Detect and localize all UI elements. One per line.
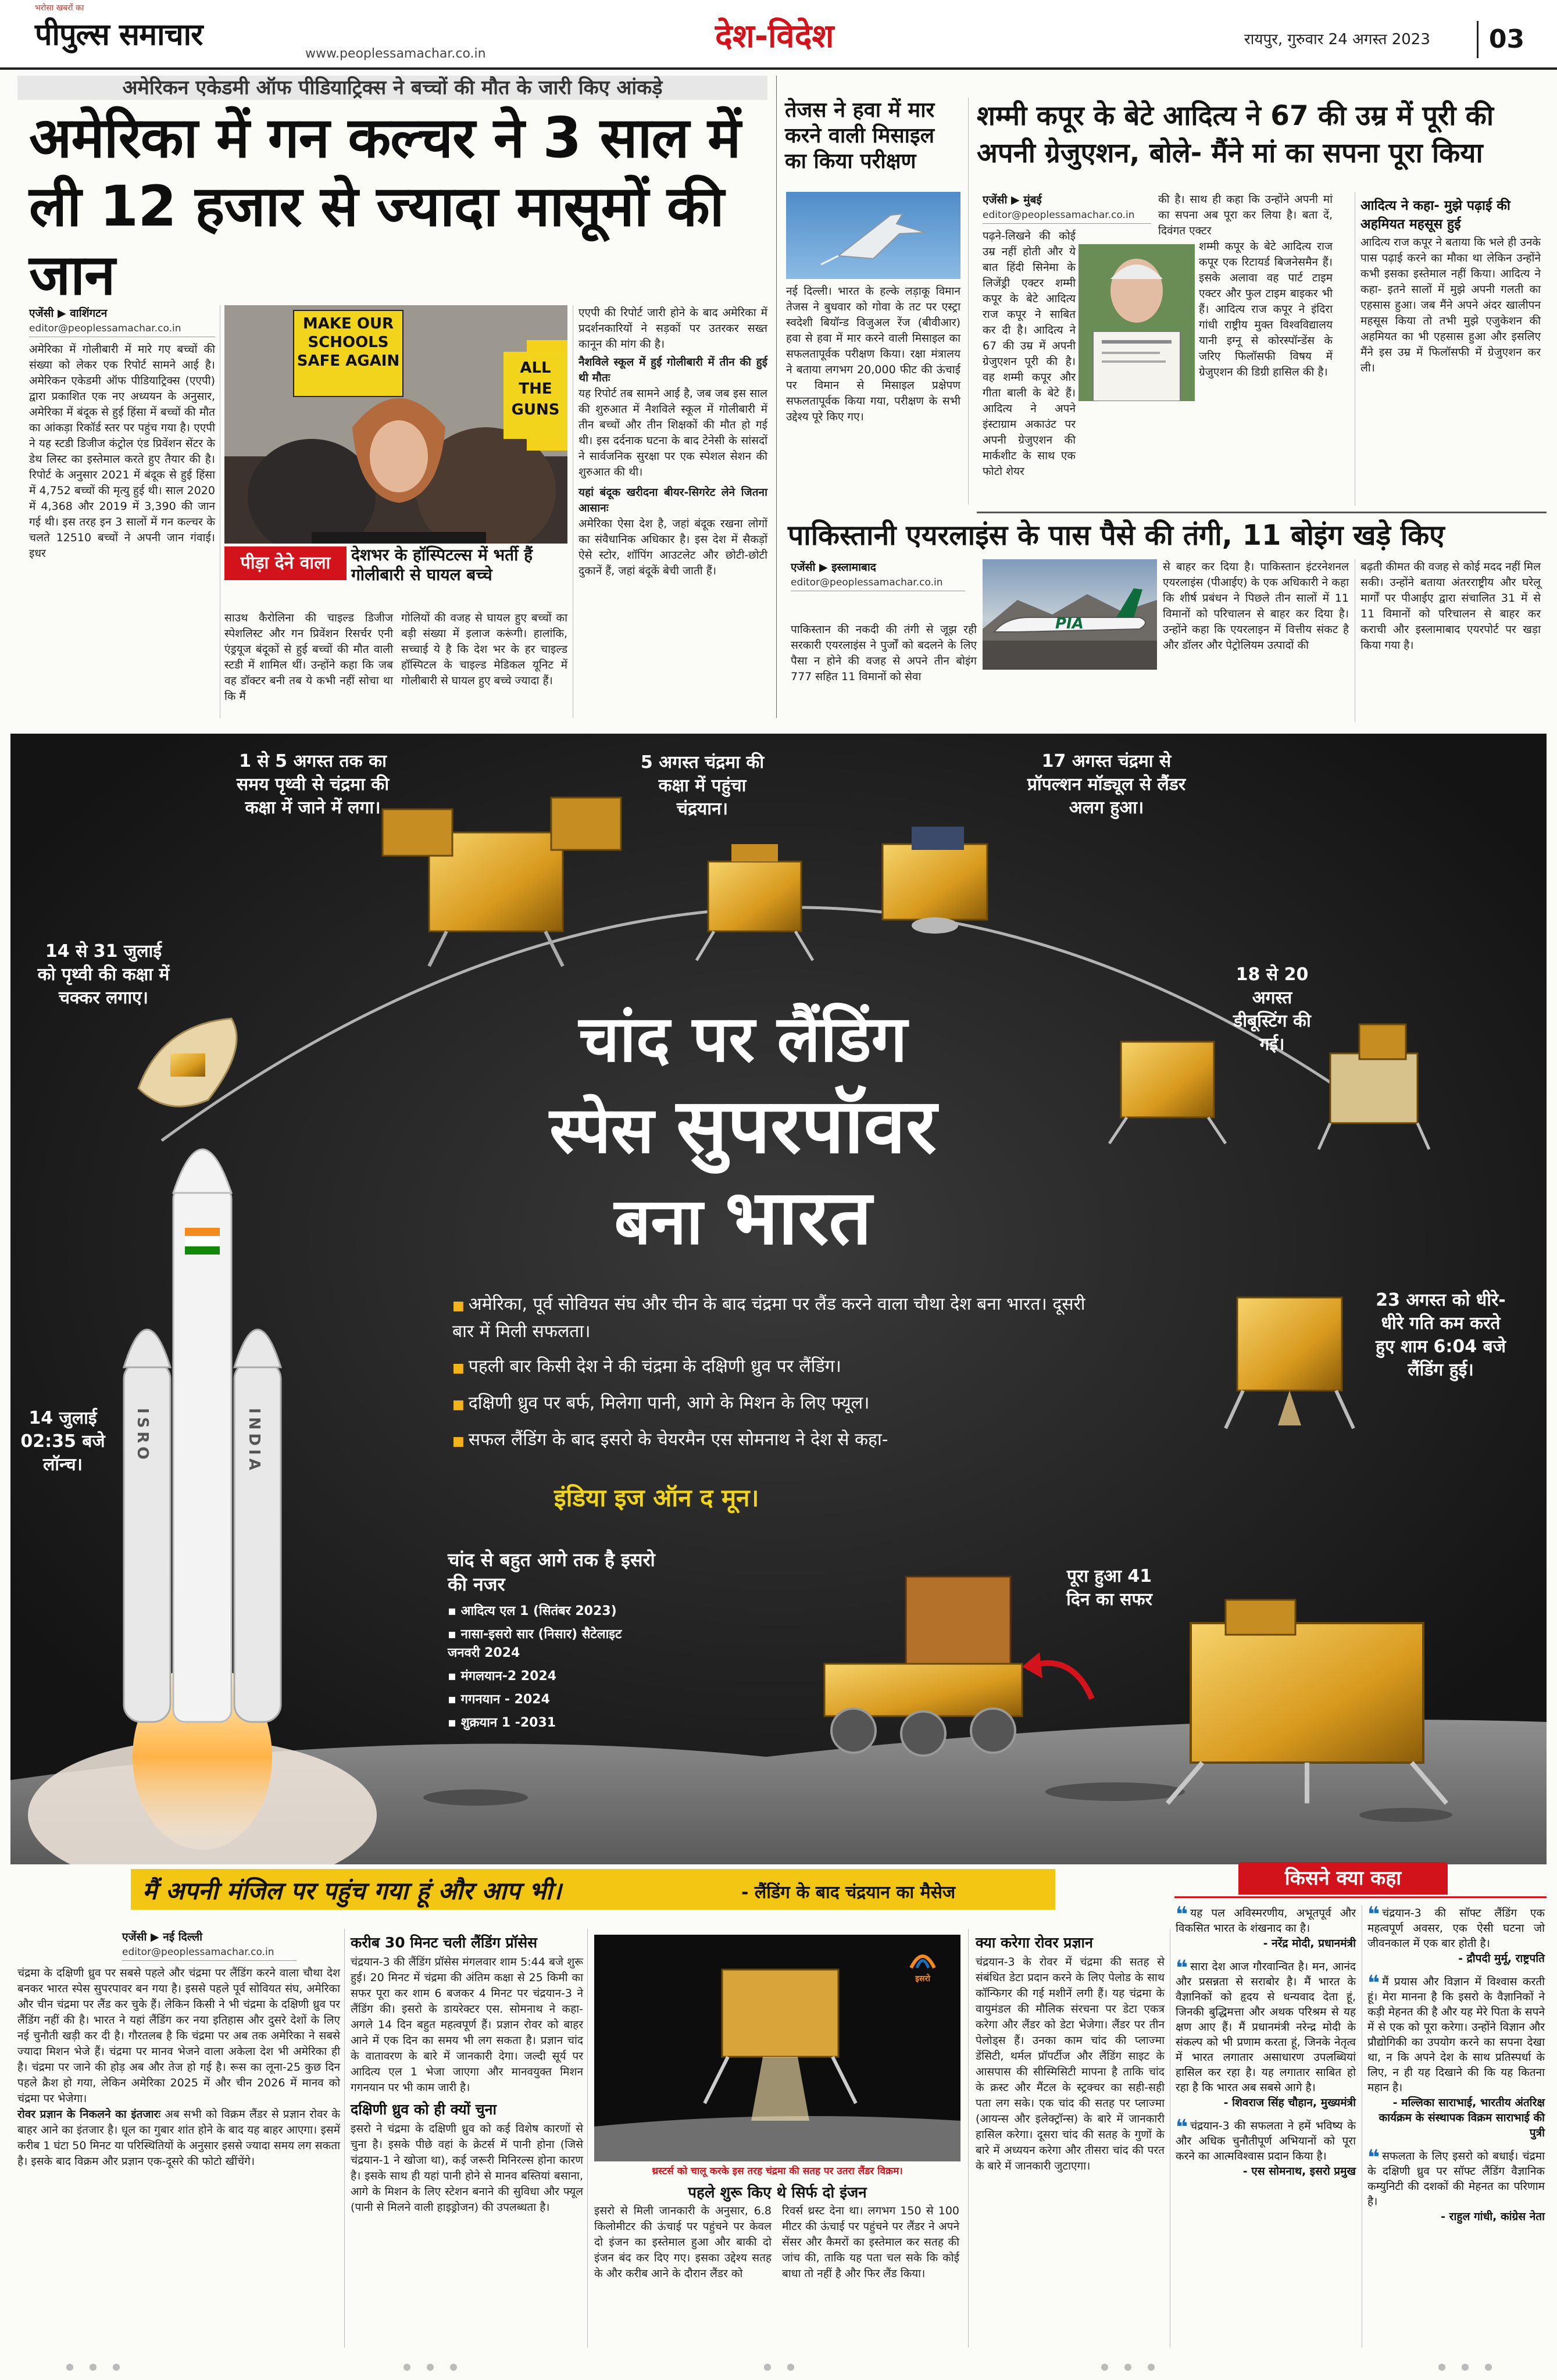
aditya-email[interactable]: editor@peoplessamachar.co.in <box>983 209 1151 224</box>
masthead <box>0 0 1557 70</box>
pia-photo <box>983 559 1157 670</box>
landing-col-2 <box>351 1929 583 2215</box>
quote-icon: ❝ <box>1176 1956 1188 1980</box>
milestone-separation: 17 अगस्त चंद्रमा से प्रॉपल्शन मॉड्यूल से लैंडर अलग हुआ। <box>1027 751 1186 818</box>
milestone-earth-orbit: 14 से 31 जुलाई को पृथ्वी की कक्षा में चक्कर लगाए। <box>37 941 170 1008</box>
graphic-title-line-2 <box>359 1082 1127 1174</box>
aditya-headline-line-2: अपनी ग्रेजुएशन, बोले- मैंने मां का सपना पूरा किया <box>977 137 1483 169</box>
pia-email[interactable]: editor@peoplessamachar.co.in <box>791 577 965 591</box>
graphic-title-superpower: सुपरपॉवर <box>676 1082 937 1170</box>
reaction-rahul <box>1367 2146 1545 2224</box>
landing-process-body: चंद्रयान-3 की लैंडिंग प्रॉसेस मंगलवार शाम 5:44 बजे शुरू हुई। 20 मिनट में चंद्रमा की अंतिम कक्षा से 25 किमी का सफर पूरा कर शाम 6 बजकर 4 मिनट पर चंद्रयान-3 ने लैंडिंग की। इसरो के डायरेक्टर एस. सोमनाथ ने कहा- अगले 14 दिन बहुत महत्वपूर्ण हैं। प्रज्ञान रोवर को बाहर आने में एक दिन का समय भी लग सकता है। प्रज्ञान चांद के वातावरण के बारे में जानकारी देगा। जल्दी सूर्य पर आदित्य एल 1 भेजा जाएगा और मानवयुक्त मिशन गगनयान पर भी काम जारी है। <box>351 1956 583 2094</box>
pia-col-1 <box>791 559 965 596</box>
page-number: 03 <box>1477 21 1535 58</box>
future-mission-2-text: नासा-इसरो सार (निसार) सैटेलाइट जनवरी 2024 <box>448 1627 622 1660</box>
landing-rover-subhead: रोवर प्रज्ञान के निकलने का इंतजारः <box>17 2108 161 2121</box>
future-mission-4: ▪ गगनयान - 2024 <box>448 1692 550 1707</box>
landing-body-col1: चंद्रमा के दक्षिणी ध्रुव पर सबसे पहले और चंद्रमा पर लैंडिंग करने वाला चौथा देश बनकर भारत स्पेस सुपरपावर बन गया है। इससे पहले पूर्व सोवियत संघ, अमेरिका और चीन चंद्रमा पर लैंड कर चुके हैं। लेकिन किसी ने भी चंद्रमा के दक्षिणी ध्रुव पर लैंडिंग नहीं की है। भारत ने यहां लैंडिंग कर नया इतिहास और दुसरे देशों के लिए नई चुनौती खड़ी कर दी है। गौरतलब है कि चंद्रमा पर अब तक अमेरिका ने सबसे ज्यादा मिशन भेजे हैं। चंद्रमा पर मानव भेजने वाला अकेला देश भी अमेरिका ही है। चंद्रमा पर जाने की होड़ अब और तेज हो गई है। रूस का लूना-25 कुछ दिन पहले क्रैश हो गया, लेकिन अमेरिका 2025 में और चीन 2026 में मानव को चंद्रमा पर भेजेगा। <box>17 1967 340 2105</box>
pia-headline: पाकिस्तानी एयरलाइंस के पास पैसे की तंगी, 11 बोइंग खड़े किए <box>788 519 1445 552</box>
story-divider <box>977 512 1547 513</box>
milestone-deboost: 18 से 20 अगस्त डीबूस्टिंग की गई। <box>1233 964 1311 1055</box>
reaction-shivraj-text: सारा देश आज गौरवान्वित है। मन, आनंद और प्रसन्नता से सराबोर है। मैं भारत के वैज्ञानिकों को हृदय से धन्यवाद देता हूं, जिनकी बुद्धिमत्ता और अथक परिश्रम से यह क्षण आए हैं। मैं प्रधानमंत्री नरेन्द्र मोदी के संकल्प को भी प्रणाम करता हूं, जिनके नेतृत्व में भारत लगातार असाधारण उपलब्धियां हासिल कर रहा है। यह लगातार साबित हो रहा है कि भारत अब सबसे आगे है। <box>1176 1960 1356 2094</box>
column-rule <box>344 1929 345 2347</box>
isro-logo <box>897 1942 949 1984</box>
aditya-body-col2-top: की है। साथ ही कहा कि उन्होंने अपनी मां का सपना अब पूरा कर लिया है। बता दें, दिवंगत एक्टर <box>1158 193 1333 237</box>
rover-body: चंद्रयान-3 के रोवर में चंद्रमा की सतह से संबंधित डेटा प्रदान करने के लिए पेलोड के साथ कॉन्फिगर की गई मशीनें लगी हैं। यह चंद्रमा के वायुमंडल की मौलिक संरचना पर डेटा एकत्र करेगा और लैंडर को डेटा भेजेगा। लैंडर पर तीन पेलोड्स हैं। उनका काम चांद की प्लाज्मा डेंसिटी, थर्मल प्रॉपर्टीज और लैंडिंग साइट के आसपास की सीस्मिसिटी मापना है ताकि चांद के क्रस्ट और मैंटल के स्ट्रक्चर का सही-सही पता लग सके। एक चांद की सतह पर प्लाज्मा (आयन्स और इलेक्ट्रॉन्स) के बारे में जानकारी हासिल करेगा। दूसरा चांद की सतह के गुणों के बारे में अध्ययन करेगा और तीसरा चांद की परत के बारे में जानकारी जुटाएगा। <box>976 1956 1165 2172</box>
gun-headline-line-1: अमेरिका में गन कल्चर ने 3 साल में <box>29 105 741 170</box>
landing-byline: एजेंसी ▶ नई दिल्ली <box>122 1931 203 1943</box>
chandrayaan-message-banner <box>131 1869 1055 1910</box>
box-col-2 <box>401 610 567 689</box>
reaction-murmu-by: - द्रौपदी मुर्मू, राष्ट्रपति <box>1458 1952 1545 1965</box>
box-col-1 <box>224 610 393 705</box>
isro-logo-text: इसरो <box>915 1974 930 1984</box>
dateline: रायपुर, गुरुवार 24 अगस्त 2023 <box>1244 31 1430 48</box>
graphic-title-line-3 <box>359 1174 1127 1265</box>
graphic-bullet-3: ■ दक्षिणी ध्रुव पर बर्फ, मिलेगा पानी, आगे के मिशन के लिए फ्यूल। <box>452 1391 1104 1418</box>
gun-story-headline <box>29 103 773 309</box>
graphic-title-bharat: भारत <box>725 1173 872 1262</box>
gun-body-col1: अमेरिका में गोलीबारी में मारे गए बच्चों की संख्या को लेकर एक रिपोर्ट सामने आई है। अमेरिकन एकेडमी ऑफ पीडियाट्रिक्स (एएपी) द्वारा प्रकाशित एक नए अध्ययन के अनुसार, अमेरिका में बंदूक से हुई हिंसा में बच्चों की मौत का आंकड़ा रिकॉर्ड स्तर पर पहुंच गया है। एएपी ने यह स्टडी डिजीज कंट्रोल एंड प्रिवेंशन सेंटर के डेथ लिस्ट का इस्तेमाल करते हुए तैयार की है। रिपोर्ट के अनुसार 2021 में बंदूक से हुई हिंसा में 4,752 बच्चों की मृत्यु हुई थी। साल 2020 में 4,368 और 2019 में 3,390 की जान गई थी। इस तरह इन 3 सालों में गन कल्चर के चलते 12510 बच्चों ने अपनी जान गंवाई। इधर <box>29 343 215 560</box>
gun-subhead-nashville: नैशविले स्कूल में हुई गोलीबारी में तीन की हुई थी मौतः <box>578 356 767 384</box>
gun-body-col3b: अमेरिका ऐसा देश है, जहां बंदूक रखना लोगों का संवैधानिक अधिकार है। इस देश में सैकड़ों ऐसे स्टोर, शॉपिंग आउटलेट और छोटी-छोटी दुकानें हैं, जहां बंदूकें बेची जाती हैं। <box>578 517 767 577</box>
aditya-subhead: आदित्य ने कहा- मुझे पढ़ाई की अहमियत महसूस हुई <box>1360 198 1510 232</box>
landing-col-1 <box>17 1929 340 2170</box>
graphic-title-bana: बना <box>614 1184 726 1259</box>
rover-head: क्या करेगा रोवर प्रज्ञान <box>976 1934 1093 1951</box>
reactions-right <box>1367 1903 1545 2232</box>
future-mission-3: ▪ मंगलयान-2 2024 <box>448 1669 557 1684</box>
isro-logo-icon <box>905 1942 940 1971</box>
milestone-launch: 14 जुलाई 02:35 बजे लॉन्च। <box>20 1408 105 1475</box>
footer-registration-marks <box>0 2354 1557 2380</box>
graphic-bullet-1: ■ अमेरिका, पूर्व सोवियत संघ और चीन के बाद चंद्रमा पर लैंड करने वाला चौथा देश बना भारत। दूसरी बार में मिली सफलता। <box>452 1292 1104 1345</box>
milestone-landing: 23 अगस्त को धीरे- धीरे गति कम करते हुए शाम 6:04 बजे लैंडिंग हुई। <box>1376 1290 1506 1380</box>
pia-col-3 <box>1360 559 1541 653</box>
reaction-rahul-by: - राहुल गांधी, कांग्रेस नेता <box>1441 2210 1545 2223</box>
pia-col-1-body <box>791 622 977 685</box>
graphic-bullet-4: ■ सफल लैंडिंग के बाद इसरो के चेयरमैन एस सोमनाथ ने देश से कहा- <box>452 1427 1104 1455</box>
reaction-shivraj-by: - शिवराज सिंह चौहान, मुख्यमंत्री <box>1223 2096 1356 2109</box>
protest-sign-schools: MAKE OUR SCHOOLS SAFE AGAIN <box>293 310 403 397</box>
reaction-shivraj <box>1176 1956 1356 2110</box>
logo-tagline: भरोसा खबरों का <box>35 3 84 13</box>
aditya-headline <box>977 98 1547 172</box>
section-title: देश-विदेश <box>715 17 834 55</box>
lander-photo-caption: थ्रस्टर्स को चालू करके इस तरह चंद्रमा की सतह पर उतरा लैंडर विक्रम। <box>652 2165 903 2177</box>
milestone-moon-orbit: 5 अगस्त चंद्रमा की कक्षा में पहुंचा चंद्रयान। <box>640 752 765 819</box>
aditya-col-2 <box>1158 192 1333 380</box>
tejas-jet-illustration <box>786 192 960 279</box>
lander-descent-photo <box>594 1935 960 2161</box>
two-engines-col-a <box>594 2203 772 2282</box>
pia-body-col2: से बाहर कर दिया है। पाकिस्तान इंटरनेशनल एयरलाइंस (पीआईए) के एक अधिकारी ने कहा कि शीर्ष प्रबंधन ने पिछले तीन सालों में 11 विमानों को परिचालन से बाहर कर दिया है। उन्होंने कहा कि एयरलाइन में वित्तीय संकट है और डॉलर और पेट्रोलियम उत्पादों की <box>1163 560 1349 652</box>
pia-body-col3: बढ़ती कीमत की वजह से कोई मदद नहीं मिल सकी। उन्होंने बताया अंतरराष्ट्रीय और घरेलू मार्गों पर पीआईए द्वारा संचालित 31 में से 11 विमानों को परिचालन से बाहर कर कराची और इस्लामाबाद एयरपोर्ट पर खड़ा किया गया है। <box>1360 560 1541 652</box>
south-pole-head: दक्षिणी ध्रुव को ही क्यों चुना <box>351 2101 497 2118</box>
tejas-headline: तेजस ने हवा में मार करने वाली मिसाइल का किया परीक्षण <box>785 98 935 173</box>
aditya-body-col3: आदित्य राज कपूर ने बताया कि भले ही उनके पास पढ़ाई करने का मौका था लेकिन उन्होंने कभी इसका इस्तेमाल नहीं किया। आदित्य ने कहा- इतने सालों में मुझे अपनी गलती का एहसास हुआ। जब मैंने अपने अंदर खालीपन महसूस किया तो तभी मुझे एजुकेशन की अहमियत का भी एहसास हुआ और इसलिए मैंने इस उम्र में फिलॉसफी में ग्रेजुएशन कर ली। <box>1360 236 1541 374</box>
propulsion-module-icon <box>871 815 999 937</box>
pia-byline: एजेंसी ▶ इस्लामाबाद <box>791 561 876 574</box>
reaction-somnath-text: चंद्रयान-3 की सफलता ने हमें भविष्य के और अधिक चुनौतीपूर्ण अभियानों को पूरा करने का आत्मविश्वास प्रदान किया है। <box>1176 2120 1356 2163</box>
milestone-journey: पूरा हुआ 41 दिन का सफर <box>1066 1566 1152 1610</box>
future-missions-title: चांद से बहुत आगे तक है इसरो की नजर <box>448 1549 655 1595</box>
website-url[interactable]: www.peoplessamachar.co.in <box>305 47 486 61</box>
transit-craft-icon <box>359 786 633 972</box>
aditya-headline-line-1: शम्मी कपूर के बेटे आदित्य ने 67 की उम्र में पूरी की <box>977 100 1494 132</box>
section-rule <box>776 76 777 718</box>
reaction-modi-text: यह पल अविस्मरणीय, अभूतपूर्व और विकसित भारत के शंखनाद का है। <box>1176 1907 1356 1935</box>
gun-protest-photo <box>224 305 567 544</box>
vikram-lander-icon <box>1144 1588 1470 1809</box>
protest-sign-guns: ALL THE GUNS <box>503 352 567 439</box>
aditya-body-col2: शम्मी कपूर के बेटे आदित्य राज कपूर एक रिटायर्ड बिजनेसमैन हैं। इसके अलावा वह पार्ट टाइम एक्टर और फुल टाइम बाइकर भी हैं। आदित्य राज कपूर ने इंदिरा गांधी राष्ट्रीय मुक्त विश्वविद्यालय यानी इग्नू से कोरस्पॉन्डेंस के जरिए फिलॉसफी विषय में ग्रेजुएशन की डिग्री हासिल की है। <box>1199 240 1333 378</box>
pia-plane-text: PIA <box>1055 615 1084 632</box>
reaction-sarabhai-by: - मल्लिका साराभाई, भारतीय अंतरिक्ष कार्यक्रम के संस्थापक विक्रम साराभाई की पुत्री <box>1379 2096 1545 2139</box>
moon-orbit-craft-icon <box>679 832 830 966</box>
reaction-sarabhai <box>1367 1971 1545 2140</box>
box-tag: पीड़ा देने वाला <box>224 546 347 580</box>
gun-body-col3: यह रिपोर्ट तब सामने आई है, जब जब इस साल की शुरुआत में नैशविले स्कूल में गोलीबारी में तीन बच्चों और तीन शिक्षकों की मौत हो गई थी। इस दर्दनाक घटना के बाद टेनेसी के सांसदों ने सार्वजनिक सुरक्षा पर एक स्पेशल सेशन की शुरुआत की थी। <box>578 387 767 478</box>
column-rule <box>968 1929 969 2347</box>
logo: पीपुल्स समाचार <box>35 17 203 52</box>
reactions-left <box>1176 1903 1356 2187</box>
pia-col-2 <box>1163 559 1349 653</box>
gun-subhead-buy: यहां बंदूक खरीदना बीयर-सिगरेट लेने जितना आसानः <box>578 486 767 514</box>
two-engines-head: पहले शुरू किए थे सिर्फ दो इंजन <box>688 2184 867 2202</box>
box-headline: देशभर के हॉस्पिटल्स में भर्ती हैं गोलीबारी से घायल बच्चे <box>351 545 533 584</box>
earth-orbit-craft-icon <box>115 1001 266 1129</box>
column-rule <box>587 1929 588 2347</box>
reaction-modi-by: - नरेंद्र मोदी, प्रधानमंत्री <box>1263 1937 1356 1950</box>
reaction-somnath-by: - एस सोमनाथ, इसरो प्रमुख <box>1242 2165 1356 2178</box>
quote-icon: ❝ <box>1176 2115 1188 2139</box>
future-mission-5: ▪ शुक्रयान 1 -2031 <box>448 1716 556 1730</box>
two-engines-body-b: रिवर्स थ्रस्ट देना था। लगभग 150 से 100 मीटर की ऊंचाई पर पहुंचने पर लैंडर ने अपने सेंसर और कैमरों का इस्तेमाल कर सतह की जांच की, ताकि यह पता चल सके कि कोई बाधा तो नहीं है और फिर लैंड किया। <box>782 2204 959 2280</box>
pia-body-col1: पाकिस्तान की नकदी की तंगी से जूझ रही सरकारी एयरलाइंस ने पुर्जों को बदलने के लिए पैसा न होने की वजह से अपने तीन बोइंग 777 सहित 11 विमानों को सेवा <box>791 623 977 683</box>
future-mission-2: ▪ नासा-इसरो सार (निसार) सैटेलाइट जनवरी 2024 <box>448 1627 622 1660</box>
reaction-somnath <box>1176 2115 1356 2179</box>
aditya-body-col1: पढ़ने-लिखने की कोई उम्र नहीं होती और ये बात हिंदी सिनेमा के लिजेंड्री एक्टर शम्मी कपूर के बेटे आदित्य राज कपूर ने साबित कर दी है। आदित्य ने 67 की उम्र में अपनी ग्रेजुएशन पूरी की है। वह शम्मी कपूर और गीता बाली के बेटे हैं। आदित्य ने अपने इंस्टाग्राम अकाउंट पर अपनी ग्रेजुएशन की मार्कशीट के साथ एक फोटो शेयर <box>983 230 1076 478</box>
india-on-moon-quote: इंडिया इज ऑन द मून। <box>554 1484 759 1512</box>
graphic-title-line-1: चांद पर लैंडिंग <box>578 1002 908 1076</box>
gun-col-3 <box>578 305 767 579</box>
gun-story-kicker: अमेरिकन एकेडमी ऑफ पीडियाट्रिक्स ने बच्चों की मौत के जारी किए आंकड़े <box>17 76 767 100</box>
rover-col <box>976 1929 1165 2174</box>
gun-body-col3-top: एएपी की रिपोर्ट जारी होने के बाद अमेरिका में प्रदर्शनकारियों ने सड़कों पर उतरकर सख्त कानून की मांग की है। <box>578 306 767 351</box>
tejas-photo <box>786 192 960 279</box>
landing-rover-wait <box>17 2107 340 2170</box>
milestone-to-moon: 1 से 5 अगस्त तक का समय पृथ्वी से चंद्रमा की कक्षा में जाने में लगा। <box>236 751 390 818</box>
graphic-title <box>359 995 1127 1265</box>
reaction-murmu <box>1367 1903 1545 1966</box>
box-body-col1: साउथ कैरोलिना की चाइल्ड डिजीज स्पेशलिस्ट और गन प्रिवेंशन रिसर्चर एनी एंड्रयूज बंदूकों से हुई बच्चों की मौत वाली स्टडी में शामिल थीं। उन्होंने कहा कि जब वह डॉक्टर बनी तब ये कभी नहीं सोचा था कि मैं <box>224 612 393 703</box>
tejas-body: नई दिल्ली। भारत के हल्के लड़ाकू विमान तेजस ने बुधवार को गोवा के तट पर एस्ट्रा स्वदेशी बियॉन्ड विजुअल रेंज (बीवीआर) हवा से हवा में मार करने वाली मिसाइल का सफलतापूर्वक परीक्षण किया। रक्षा मंत्रालय ने बताया लगभग 20,000 फीट की ऊंचाई पर विमान से मिसाइल प्रक्षेपण सफलतापूर्वक किया गया, परीक्षण के सभी उद्देश्य पूरे किए गए। <box>786 285 960 423</box>
future-mission-4-text: गगनयान - 2024 <box>460 1692 550 1707</box>
reaction-rahul-text: सफलता के लिए इसरो को बधाई। चंद्रमा के दक्षिणी ध्रुव पर सॉफ्ट लैंडिंग वैज्ञानिक कम्युनिटी की दशकों की मेहनत का परिणाम है। <box>1367 2150 1545 2208</box>
gun-headline-line-2: ली 12 हजार से ज्यादा मासूमों की जान <box>29 174 724 308</box>
quote-icon: ❝ <box>1367 1971 1380 1995</box>
banner-suffix: - लैंडिंग के बाद चंद्रयान का मैसेज <box>741 1882 956 1903</box>
future-mission-1-text: आदित्य एल 1 (सितंबर 2023) <box>460 1604 617 1618</box>
reactions-rule <box>1174 1896 1547 1898</box>
landing-email[interactable]: editor@peoplessamachar.co.in <box>122 1946 297 1961</box>
gun-col-1 <box>29 305 215 562</box>
box-body-col2: गोलियों की वजह से घायल हुए बच्चों का बड़ी संख्या में इलाज करूंगी। हालांकि, सच्चाई ये है कि देश भर के हर चाइल्ड हॉस्पिटल के चाइल्ड मेडिकल यूनिट में गोलीबारी से घायल हुए बच्चे ज्यादा हैं। <box>401 612 567 687</box>
banner-message: मैं अपनी मंजिल पर पहुंच गया हूं और आप भी। <box>142 1877 562 1905</box>
reaction-modi <box>1176 1903 1356 1951</box>
future-mission-1: ▪ आदित्य एल 1 (सितंबर 2023) <box>448 1604 617 1618</box>
quote-icon: ❝ <box>1367 1903 1380 1927</box>
graphic-title-space: स्पेस <box>549 1093 677 1167</box>
descending-lander-icon <box>1214 1274 1365 1431</box>
aditya-col-3 <box>1360 192 1541 376</box>
future-mission-5-text: शुक्रयान 1 -2031 <box>460 1716 556 1730</box>
two-engines-body-a: इसरो से मिली जानकारी के अनुसार, 6.8 किलोमीटर की ऊंचाई पर पहुंचने पर केवल दो इंजन का इस्तेमाल हुआ और बाकी दो इंजन बंद कर दिए गए। इसका उद्देश्य सतह के और करीब आने के दौरान लैंडर को <box>594 2204 772 2280</box>
rocket-text-india: INDIA <box>245 1408 263 1474</box>
column-rule <box>968 98 969 505</box>
landing-process-head: करीब 30 मिनट चली लैंडिंग प्रॉसेस <box>351 1934 538 1951</box>
aditya-byline: एजेंसी ▶ मुंबई <box>983 194 1042 206</box>
quote-icon: ❝ <box>1176 1903 1188 1927</box>
south-pole-body: इसरो ने चंद्रमा के दक्षिणी ध्रुव को कई विशेष कारणों से चुना है। इसके पीछे वहां के क्रेटर्स में पानी होना (जिसे चंद्रयान-1 ने खोजा था), कई जरूरी मिनिरल्स होना कारण है। इसके साथ ही यहां पानी होने से मानव बस्तियां बसाना, आगे के मिशन के लिए स्टेशन बनाने की सुविधा और फ्यूल (पानी से मिलने वाली हाइड्रोजन) की उपलब्धता है। <box>351 2122 583 2214</box>
quote-icon: ❝ <box>1367 2146 1380 2170</box>
future-mission-3-text: मंगलयान-2 2024 <box>460 1669 557 1684</box>
graphic-bullets <box>452 1292 1104 1464</box>
chandrayaan-graphic <box>10 734 1547 1864</box>
tejas-col <box>786 284 960 425</box>
reaction-murmu-text: चंद्रयान-3 की सॉफ्ट लैंडिंग एक महत्वपूर्ण अवसर, एक ऐसी घटना जो जीवनकाल में एक बार होती है। <box>1367 1907 1545 1950</box>
gun-byline: एजेंसी ▶ वाशिंगटन <box>29 307 108 320</box>
future-missions <box>448 1548 657 1737</box>
rocket-text-isro: ISRO <box>134 1408 151 1463</box>
reactions-title: किसने क्या कहा <box>1238 1862 1448 1895</box>
gun-email[interactable]: editor@peoplessamachar.co.in <box>29 323 215 337</box>
reaction-sarabhai-text: मैं प्रयास और विज्ञान में विश्वास करती हूं। मेरा मानना है कि इसरो के वैज्ञानिकों ने कड़ी मेहनत की है और यह मेरे पिता के सपने में से एक को पूरा करेगा। उन्होंने विज्ञान और प्रौद्योगिकी का उपयोग करने का सपना देखा था, न कि अपने देश के साथ प्रतिस्पर्धा के लिए, न ही यह दिखाने की कि यह कितना महान है। <box>1367 1975 1545 2094</box>
pia-plane-illustration <box>983 559 1157 670</box>
landing-rover-body: अब सभी को विक्रम लैंडर से प्रज्ञान रोवर के बाहर आने का इंतजार है। धूल का गुबार शांत होने के बाद यह बाहर आएगा। इसमें करीब 1 घंटा 50 मिनट या परिस्थितियों के अनुसार इससे ज्यादा समय लग सकता है। इसके बाद विक्रम और प्रज्ञान एक-दूसरे की फोटो खींचेंगे। <box>17 2108 340 2168</box>
deboost-module-icon <box>1307 1019 1441 1152</box>
pragyan-rover-icon <box>790 1565 1057 1774</box>
two-engines-col-b <box>782 2203 959 2282</box>
graphic-bullet-2: ■ पहली बार किसी देश ने की चंद्रमा के दक्षिणी ध्रुव पर लैंडिंग। <box>452 1354 1104 1381</box>
